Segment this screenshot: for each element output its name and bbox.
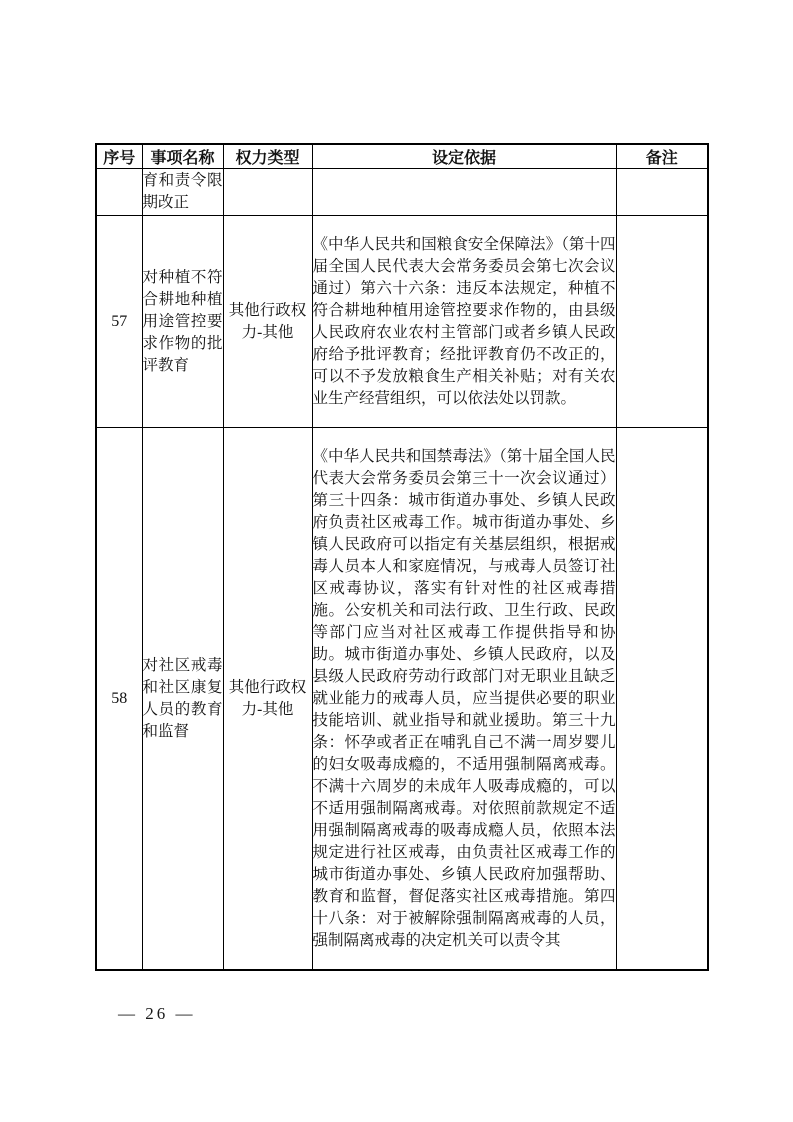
note-cell (616, 169, 708, 216)
col-header-basis: 设定依据 (312, 144, 616, 169)
table-row-58 (96, 428, 708, 971)
seq-cell: 57 (96, 216, 142, 428)
col-header-name: 事项名称 (142, 144, 223, 169)
col-header-type: 权力类型 (223, 144, 312, 169)
col-header-seq: 序号 (96, 144, 142, 169)
seq-cell (96, 169, 142, 216)
table-header-row (96, 144, 708, 169)
name-cell: 对种植不符合耕地种植用途管控要求作物的批评教育 (142, 216, 223, 428)
name-cell: 育和责令限期改正 (142, 169, 223, 216)
basis-cell (312, 169, 616, 216)
table-row-57 (96, 216, 708, 428)
name-cell: 对社区戒毒和社区康复人员的教育和监督 (142, 428, 223, 971)
type-cell: 其他行政权力-其他 (223, 428, 312, 971)
seq-cell: 58 (96, 428, 142, 971)
type-cell: 其他行政权力-其他 (223, 216, 312, 428)
table-row-continuation (96, 169, 708, 216)
col-header-note: 备注 (616, 144, 708, 169)
type-cell (223, 169, 312, 216)
power-items-table (95, 143, 709, 971)
page-number: — 26 — (118, 1004, 196, 1023)
note-cell (616, 216, 708, 428)
basis-cell: 《中华人民共和国粮食安全保障法》（第十四届全国人民代表大会常务委员会第七次会议通过）第六十六条：违反本法规定，种植不符合耕地种植用途管控要求作物的，由县级人民政府农业农村主管部门或者乡镇人民政府给予批评教育；经批评教育仍不改正的，可以不予发放粮食生产相关补贴；对有关农业生产经营组织，可以依法处以罚款。 (312, 216, 616, 428)
basis-cell: 《中华人民共和国禁毒法》（第十届全国人民代表大会常务委员会第三十一次会议通过）第三十四条：城市街道办事处、乡镇人民政府负责社区戒毒工作。城市街道办事处、乡镇人民政府可以指定有关基层组织，根据戒毒人员本人和家庭情况，与戒毒人员签订社区戒毒协议，落实有针对性的社区戒毒措施。公安机关和司法行政、卫生行政、民政等部门应当对社区戒毒工作提供指导和协助。城市街道办事处、乡镇人民政府，以及县级人民政府劳动行政部门对无职业且缺乏就业能力的戒毒人员，应当提供必要的职业技能培训、就业指导和就业援助。第三十九条：怀孕或者正在哺乳自己不满一周岁婴儿的妇女吸毒成瘾的，不适用强制隔离戒毒。不满十六周岁的未成年人吸毒成瘾的，可以不适用强制隔离戒毒。对依照前款规定不适用强制隔离戒毒的吸毒成瘾人员，依照本法规定进行社区戒毒，由负责社区戒毒工作的城市街道办事处、乡镇人民政府加强帮助、教育和监督，督促落实社区戒毒措施。第四十八条：对于被解除强制隔离戒毒的人员，强制隔离戒毒的决定机关可以责令其 (312, 428, 616, 971)
note-cell (616, 428, 708, 971)
